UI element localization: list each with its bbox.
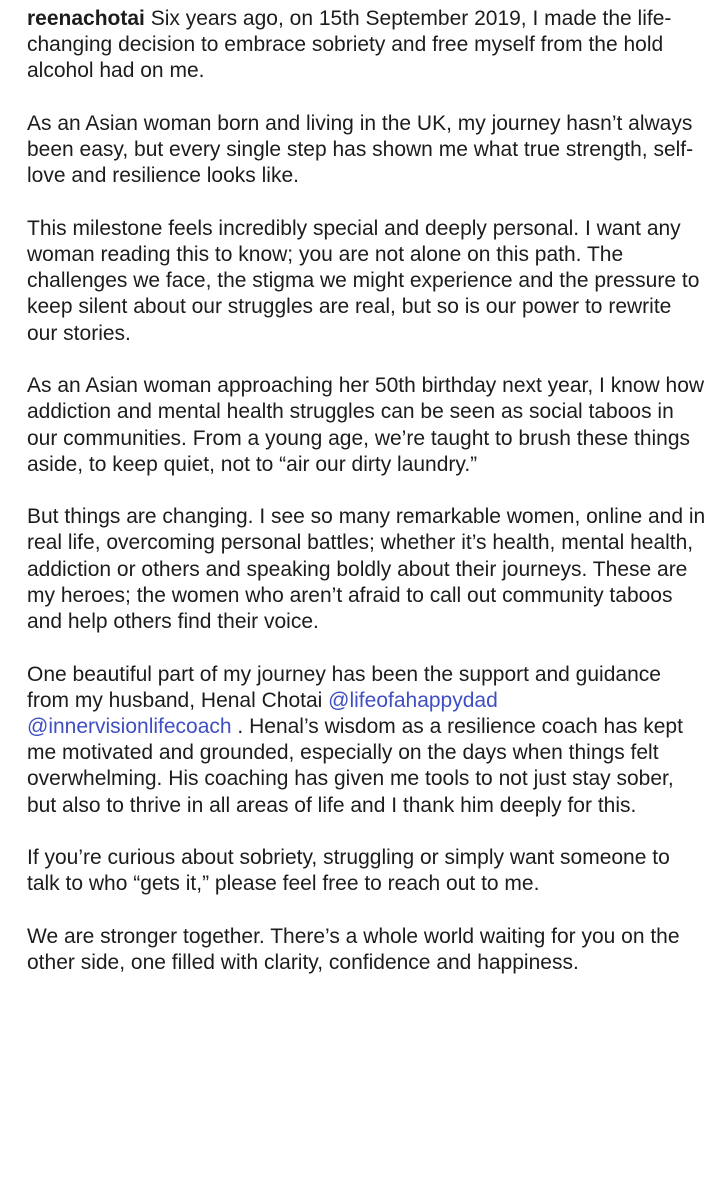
caption-paragraph-7: If you’re curious about sobriety, struggling or simply want someone to talk to who “gets it,” please feel free to reach out to me. <box>27 846 670 896</box>
caption-paragraph-8: We are stronger together. There’s a whole world waiting for you on the other side, one filled with clarity, confidence and happiness. <box>27 924 680 974</box>
mention-link-lifeofahappydad[interactable]: @lifeofahappydad <box>328 688 498 712</box>
mention-link-innervisionlifecoach[interactable]: @innervisionlifecoach <box>27 714 232 738</box>
caption-paragraph-3: This milestone feels incredibly special and deeply personal. I want any woman reading this to know; you are not alone on this path. The challenges we face, the stigma we might experience and the pressure to keep silent about our struggles are real, but so is our power to rewrite our stories. <box>27 216 700 345</box>
caption-paragraph-1 <box>27 6 707 85</box>
caption-paragraph-2: As an Asian woman born and living in the UK, my journey hasn’t always been easy, but every single step has shown me what true strength, self-love and resilience looks like. <box>27 111 694 188</box>
caption-text: One beautiful part of my journey has been the support and guidance from my husband, Henal Chotai <box>27 662 661 712</box>
caption-text: . Henal’s wisdom as a resilience coach has kept me motivated and grounded, especially on the days when things felt overwhelming. His coaching has given me tools to not just stay sober, but also to thrive in all areas of life and I thank him deeply for this. <box>27 714 683 817</box>
caption-paragraph-6 <box>27 662 707 819</box>
caption-paragraph-5: But things are changing. I see so many remarkable women, online and in real life, overcoming personal battles; whether it’s health, mental health, addiction or others and speaking boldly about their journeys. These are my heroes; the women who aren’t afraid to call out community taboos and help others find their voice. <box>27 505 706 634</box>
username-link[interactable]: reenachotai <box>27 7 145 30</box>
caption-text: Six years ago, on 15th September 2019, I made the life-changing decision to embrace sobriety and free myself from the hold alcohol had on me. <box>27 7 672 83</box>
caption-paragraph-4: As an Asian woman approaching her 50th birthday next year, I know how addiction and mental health struggles can be seen as social taboos in our communities. From a young age, we’re taught to brush these things aside, to keep quiet, not to “air our dirty laundry.” <box>27 374 705 476</box>
